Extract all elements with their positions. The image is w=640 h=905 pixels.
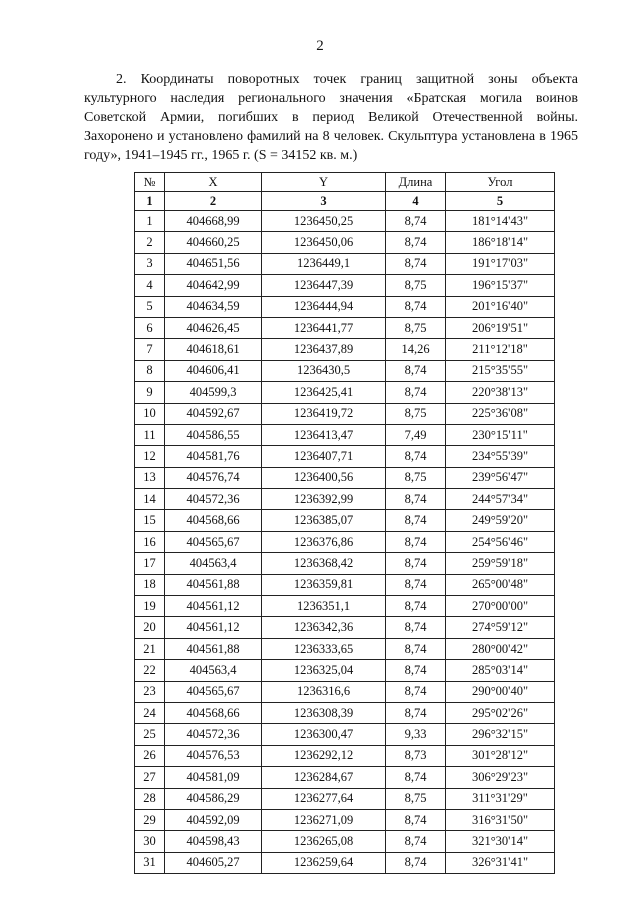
cell-y: 1236277,64: [262, 788, 386, 809]
cell-y: 1236413,47: [262, 424, 386, 445]
cell-y: 1236407,71: [262, 446, 386, 467]
cell-x: 404626,45: [165, 317, 262, 338]
cell-length: 8,75: [386, 788, 446, 809]
table-row: [135, 702, 555, 723]
cell-angle: 321°30'14": [446, 831, 555, 852]
cell-number: 20: [135, 617, 165, 638]
cell-angle: 290°00'40": [446, 681, 555, 702]
cell-y: 1236392,99: [262, 489, 386, 510]
table-row: [135, 339, 555, 360]
header-number: №: [135, 173, 165, 192]
cell-y: 1236430,5: [262, 360, 386, 381]
cell-x: 404565,67: [165, 681, 262, 702]
table-row: [135, 360, 555, 381]
cell-length: 8,74: [386, 510, 446, 531]
cell-length: 8,74: [386, 446, 446, 467]
cell-number: 23: [135, 681, 165, 702]
cell-y: 1236400,56: [262, 467, 386, 488]
table-row: [135, 660, 555, 681]
cell-number: 27: [135, 767, 165, 788]
column-number-row: [135, 192, 555, 211]
table-row: [135, 382, 555, 403]
cell-y: 1236300,47: [262, 724, 386, 745]
cell-length: 8,75: [386, 275, 446, 296]
cell-number: 7: [135, 339, 165, 360]
cell-x: 404581,76: [165, 446, 262, 467]
cell-x: 404606,41: [165, 360, 262, 381]
column-number: 3: [262, 192, 386, 211]
cell-angle: 296°32'15": [446, 724, 555, 745]
cell-length: 8,74: [386, 831, 446, 852]
cell-number: 29: [135, 809, 165, 830]
cell-y: 1236385,07: [262, 510, 386, 531]
column-number: 1: [135, 192, 165, 211]
cell-x: 404576,53: [165, 745, 262, 766]
table-row: [135, 489, 555, 510]
table-row: [135, 574, 555, 595]
table-row: [135, 831, 555, 852]
table-row: [135, 510, 555, 531]
cell-y: 1236425,41: [262, 382, 386, 403]
header-x: X: [165, 173, 262, 192]
cell-number: 21: [135, 638, 165, 659]
cell-angle: 244°57'34": [446, 489, 555, 510]
cell-y: 1236449,1: [262, 253, 386, 274]
table-row: [135, 724, 555, 745]
cell-angle: 230°15'11": [446, 424, 555, 445]
cell-y: 1236259,64: [262, 852, 386, 873]
cell-angle: 249°59'20": [446, 510, 555, 531]
cell-number: 8: [135, 360, 165, 381]
table-row: [135, 317, 555, 338]
cell-length: 8,74: [386, 660, 446, 681]
cell-y: 1236359,81: [262, 574, 386, 595]
cell-number: 5: [135, 296, 165, 317]
cell-x: 404572,36: [165, 724, 262, 745]
cell-x: 404599,3: [165, 382, 262, 403]
cell-y: 1236333,65: [262, 638, 386, 659]
cell-angle: 201°16'40": [446, 296, 555, 317]
cell-angle: 301°28'12": [446, 745, 555, 766]
cell-length: 8,74: [386, 232, 446, 253]
cell-y: 1236368,42: [262, 553, 386, 574]
cell-length: 8,74: [386, 531, 446, 552]
table-row: [135, 424, 555, 445]
cell-y: 1236351,1: [262, 596, 386, 617]
cell-length: 8,74: [386, 253, 446, 274]
column-number: 4: [386, 192, 446, 211]
coordinates-table: [134, 172, 555, 874]
cell-x: 404561,88: [165, 638, 262, 659]
cell-x: 404563,4: [165, 660, 262, 681]
cell-y: 1236271,09: [262, 809, 386, 830]
cell-number: 30: [135, 831, 165, 852]
cell-x: 404668,99: [165, 211, 262, 232]
cell-length: 8,74: [386, 489, 446, 510]
cell-x: 404576,74: [165, 467, 262, 488]
cell-number: 3: [135, 253, 165, 274]
cell-y: 1236265,08: [262, 831, 386, 852]
cell-length: 8,74: [386, 638, 446, 659]
cell-y: 1236441,77: [262, 317, 386, 338]
cell-length: 8,74: [386, 382, 446, 403]
cell-angle: 259°59'18": [446, 553, 555, 574]
header-row: [135, 173, 555, 192]
cell-length: 8,74: [386, 702, 446, 723]
cell-length: 14,26: [386, 339, 446, 360]
table-row: [135, 788, 555, 809]
table-row: [135, 232, 555, 253]
cell-y: 1236316,6: [262, 681, 386, 702]
table-row: [135, 531, 555, 552]
cell-number: 25: [135, 724, 165, 745]
cell-x: 404561,88: [165, 574, 262, 595]
cell-x: 404605,27: [165, 852, 262, 873]
cell-length: 9,33: [386, 724, 446, 745]
cell-number: 15: [135, 510, 165, 531]
cell-length: 8,74: [386, 852, 446, 873]
cell-y: 1236447,39: [262, 275, 386, 296]
cell-x: 404561,12: [165, 596, 262, 617]
cell-length: 8,74: [386, 617, 446, 638]
intro-text: 2. Координаты поворотных точек границ защитной зоны объекта культурного наследия регионального значения «Братская могила воинов Советской Армии, погибших в период Великой Отечественной войны. Захоронено и установлено фамилий на 8 человек. Скульптура установлена в 1965 году», 1941–1945 гг., 1965 г. (S = 34152 кв. м.): [84, 72, 578, 163]
table-row: [135, 745, 555, 766]
cell-number: 26: [135, 745, 165, 766]
cell-x: 404586,29: [165, 788, 262, 809]
table-row: [135, 596, 555, 617]
cell-angle: 220°38'13": [446, 382, 555, 403]
cell-x: 404634,59: [165, 296, 262, 317]
cell-x: 404568,66: [165, 510, 262, 531]
cell-angle: 196°15'37": [446, 275, 555, 296]
cell-x: 404568,66: [165, 702, 262, 723]
cell-angle: 225°36'08": [446, 403, 555, 424]
cell-number: 1: [135, 211, 165, 232]
cell-angle: 181°14'43": [446, 211, 555, 232]
cell-angle: 326°31'41": [446, 852, 555, 873]
cell-x: 404561,12: [165, 617, 262, 638]
cell-angle: 254°56'46": [446, 531, 555, 552]
cell-angle: 274°59'12": [446, 617, 555, 638]
cell-x: 404660,25: [165, 232, 262, 253]
cell-x: 404563,4: [165, 553, 262, 574]
cell-length: 8,75: [386, 403, 446, 424]
cell-length: 8,74: [386, 681, 446, 702]
cell-number: 31: [135, 852, 165, 873]
cell-number: 17: [135, 553, 165, 574]
cell-angle: 285°03'14": [446, 660, 555, 681]
table-row: [135, 617, 555, 638]
cell-y: 1236437,89: [262, 339, 386, 360]
cell-y: 1236376,86: [262, 531, 386, 552]
cell-x: 404592,67: [165, 403, 262, 424]
cell-number: 28: [135, 788, 165, 809]
table-row: [135, 253, 555, 274]
table-row: [135, 767, 555, 788]
cell-angle: 211°12'18": [446, 339, 555, 360]
cell-number: 11: [135, 424, 165, 445]
cell-length: 8,74: [386, 809, 446, 830]
intro-paragraph: [84, 70, 578, 165]
cell-y: 1236450,25: [262, 211, 386, 232]
cell-angle: 270°00'00": [446, 596, 555, 617]
table-row: [135, 638, 555, 659]
cell-length: 8,75: [386, 317, 446, 338]
cell-number: 18: [135, 574, 165, 595]
cell-angle: 234°55'39": [446, 446, 555, 467]
table-row: [135, 275, 555, 296]
cell-length: 8,74: [386, 296, 446, 317]
cell-length: 7,49: [386, 424, 446, 445]
table-row: [135, 809, 555, 830]
cell-x: 404598,43: [165, 831, 262, 852]
cell-x: 404581,09: [165, 767, 262, 788]
cell-length: 8,73: [386, 745, 446, 766]
cell-angle: 215°35'55": [446, 360, 555, 381]
cell-angle: 311°31'29": [446, 788, 555, 809]
cell-length: 8,74: [386, 211, 446, 232]
table-row: [135, 681, 555, 702]
header-angle: Угол: [446, 173, 555, 192]
cell-length: 8,75: [386, 467, 446, 488]
cell-y: 1236342,36: [262, 617, 386, 638]
cell-length: 8,74: [386, 574, 446, 595]
column-number: 5: [446, 192, 555, 211]
cell-length: 8,74: [386, 360, 446, 381]
cell-number: 14: [135, 489, 165, 510]
cell-angle: 206°19'51": [446, 317, 555, 338]
cell-angle: 191°17'03": [446, 253, 555, 274]
cell-number: 2: [135, 232, 165, 253]
cell-length: 8,74: [386, 767, 446, 788]
cell-number: 24: [135, 702, 165, 723]
cell-number: 9: [135, 382, 165, 403]
cell-angle: 295°02'26": [446, 702, 555, 723]
cell-x: 404642,99: [165, 275, 262, 296]
cell-number: 6: [135, 317, 165, 338]
cell-y: 1236284,67: [262, 767, 386, 788]
cell-x: 404592,09: [165, 809, 262, 830]
cell-x: 404572,36: [165, 489, 262, 510]
cell-x: 404651,56: [165, 253, 262, 274]
column-number: 2: [165, 192, 262, 211]
cell-y: 1236325,04: [262, 660, 386, 681]
cell-number: 22: [135, 660, 165, 681]
cell-x: 404586,55: [165, 424, 262, 445]
cell-number: 16: [135, 531, 165, 552]
cell-y: 1236308,39: [262, 702, 386, 723]
cell-number: 12: [135, 446, 165, 467]
table-row: [135, 211, 555, 232]
cell-x: 404565,67: [165, 531, 262, 552]
cell-angle: 316°31'50": [446, 809, 555, 830]
cell-number: 4: [135, 275, 165, 296]
table-row: [135, 403, 555, 424]
cell-angle: 239°56'47": [446, 467, 555, 488]
table-row: [135, 467, 555, 488]
table-row: [135, 296, 555, 317]
cell-length: 8,74: [386, 596, 446, 617]
cell-angle: 265°00'48": [446, 574, 555, 595]
cell-number: 10: [135, 403, 165, 424]
cell-angle: 186°18'14": [446, 232, 555, 253]
table-row: [135, 553, 555, 574]
cell-number: 13: [135, 467, 165, 488]
cell-length: 8,74: [386, 553, 446, 574]
table-row: [135, 446, 555, 467]
header-length: Длина: [386, 173, 446, 192]
cell-x: 404618,61: [165, 339, 262, 360]
cell-y: 1236419,72: [262, 403, 386, 424]
cell-number: 19: [135, 596, 165, 617]
table-row: [135, 852, 555, 873]
cell-y: 1236450,06: [262, 232, 386, 253]
cell-y: 1236292,12: [262, 745, 386, 766]
cell-angle: 306°29'23": [446, 767, 555, 788]
cell-angle: 280°00'42": [446, 638, 555, 659]
cell-y: 1236444,94: [262, 296, 386, 317]
page-number: 2: [316, 38, 324, 54]
header-y: Y: [262, 173, 386, 192]
